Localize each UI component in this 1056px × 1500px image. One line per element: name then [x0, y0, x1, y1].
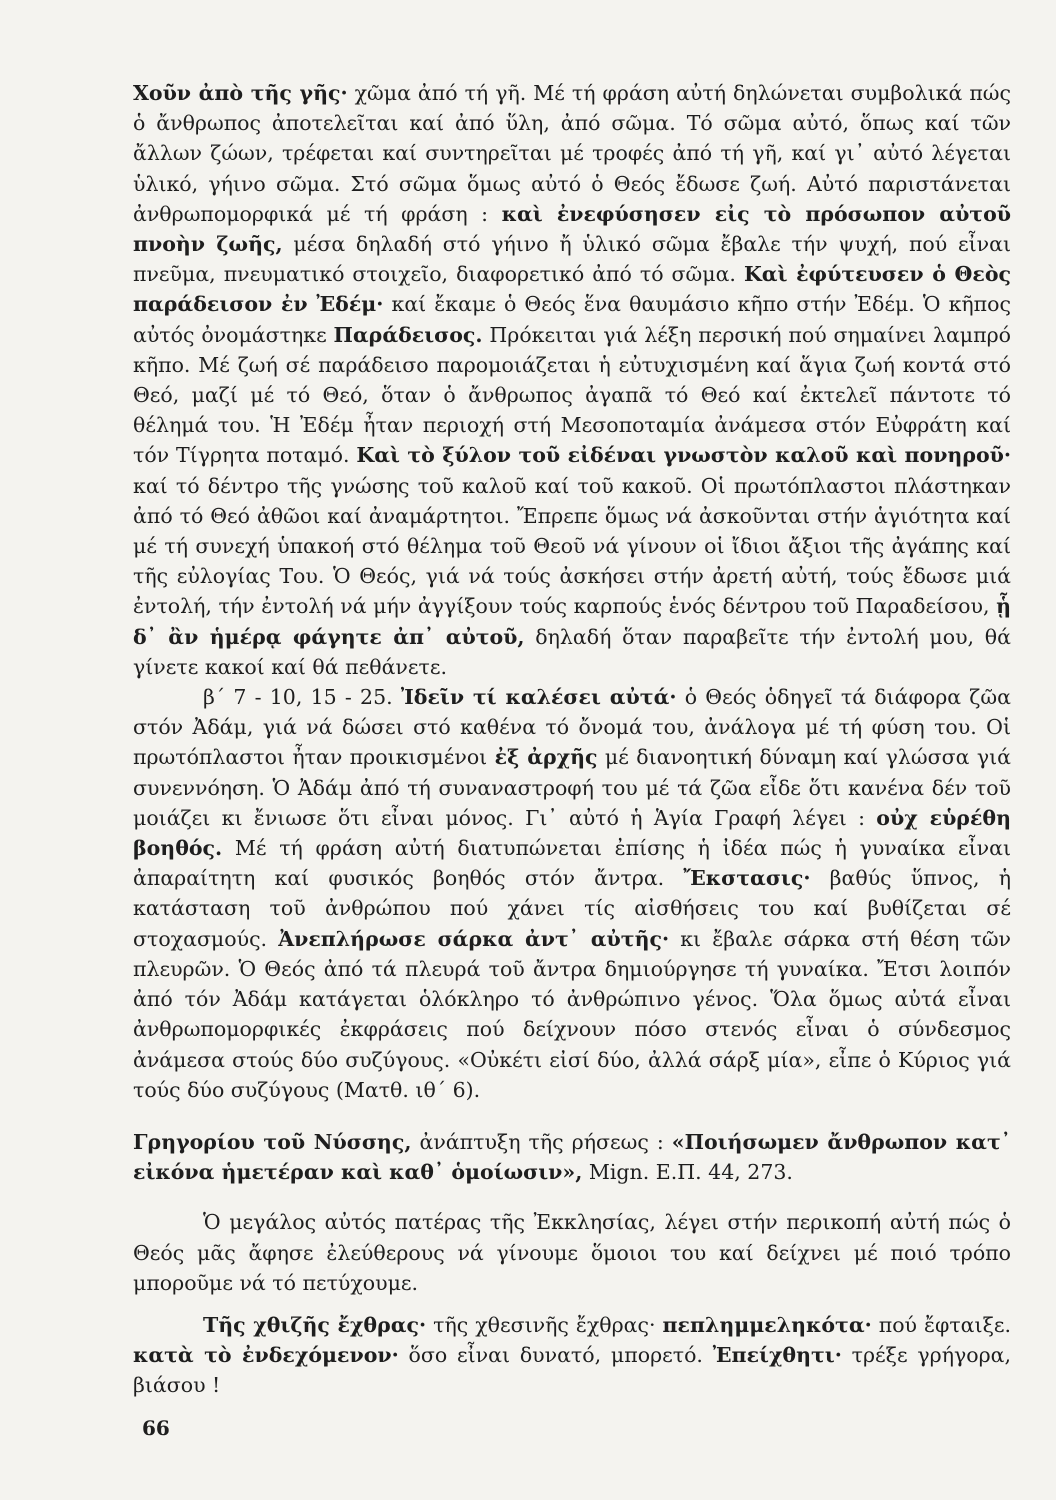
- bold-term: Χοῦν ἀπὸ τῆς γῆς·: [133, 81, 348, 105]
- bold-term: Ἀνεπλήρωσε σάρκα ἀντ᾿ αὐτῆς·: [278, 926, 670, 951]
- text-run: καί τό δέντρο τῆς γνώσης τοῦ καλοῦ καί τοῦ κακοῦ. Οἱ πρωτόπλαστοι πλάστηκαν ἀπό τό Θεό ἀθῶοι καί ἀναμάρτητοι. Ἔπρεπε ὅμως νά ἀσκοῦνται στήν ἁγιότητα καί μέ τή συνεχή ὑπακοή στό θέλημα τοῦ Θεοῦ νά γίνουν οἱ ἴδιοι ἄξιοι τῆς ἀγάπης καί τῆς εὐλογίας Του. Ὁ Θεός, γιά νά τούς ἀσκήσει στήν ἀρετή αὐτή, τούς ἔδωσε μιά ἐντολή, τήν ἐντολή νά μήν ἀγγίξουν τούς καρπούς ἑνός δέντρου τοῦ Παραδείσου,: [133, 473, 1011, 619]
- glossary-paragraph: [133, 1310, 1011, 1401]
- text-run: δηλαδή ὅταν παραβεῖτε τήν ἐντολή μου, θά γίνετε κακοί καί θά πεθάνετε.: [133, 624, 1011, 679]
- text-run: Ὁ μεγάλος αὐτός πατέρας τῆς Ἐκκλησίας, λέγει στήν περικοπή αὐτή πώς ὁ Θεός μᾶς ἄφησε ἐλεύθερους νά γίνουμε ὅμοιοι του καί δείχνει μέ ποιό τρόπο μποροῦμε νά τό πετύχουμε.: [133, 1210, 1011, 1295]
- text-run: τρέξε γρήγορα, βιάσου !: [133, 1343, 1011, 1398]
- text-run: ὅσο εἶναι δυνατό, μπορετό.: [398, 1343, 713, 1368]
- commentary-paragraph-2: [133, 682, 1011, 1105]
- text-run: Mign. Ε.Π. 44, 273.: [582, 1160, 793, 1185]
- text-run: χῶμα ἀπό τή γῆ. Μέ τή φράση αὐτή δηλώνεται συμβολικά πώς ὁ ἄνθρωπος ἀποτελεῖται καί ἀπό ὕλη, ἀπό σῶμα. Τό σῶμα αὐτό, ὅπως καί τῶν ἄλλων ζώων, τρέφεται καί συντηρεῖται μέ τροφές ἀπό τή γῆ, καί γι᾿ αὐτό λέγεται ὑλικό, γήινο σῶμα. Στό σῶμα ὅμως αὐτό ὁ Θεός ἔδωσε ζωή. Αὐτό παριστάνεται ἀνθρωπομορφικά μέ τή φράση :: [133, 81, 1011, 226]
- bold-term: Παράδεισος.: [333, 322, 483, 347]
- bold-term: πεπλημμεληκότα·: [662, 1312, 872, 1337]
- text-run: κι ἔβαλε σάρκα στή θέση τῶν πλευρῶν. Ὁ Θεός ἀπό τά πλευρά τοῦ ἄντρα δημιούργησε τή γυναίκα. Ἔτσι λοιπόν ἀπό τόν Ἀδάμ κατάγεται ὁλόκληρο τό ἀνθρώπινο γένος. Ὅλα ὅμως αὐτά εἶναι ἀνθρωπομορφικές ἐκφράσεις πού δείχνουν πόσο στενός εἶναι ὁ σύνδεσμος ἀνάμεσα στούς δύο συζύγους. «Οὐκέτι εἰσί δύο, ἀλλά σάρξ μία», εἶπε ὁ Κύριος γιά τούς δύο συζύγους (Ματθ. ιθ΄ 6).: [133, 926, 1011, 1102]
- bold-term: Γρηγορίου τοῦ Νύσσης,: [133, 1129, 412, 1154]
- text-run: πού ἔφταιξε.: [871, 1312, 1011, 1337]
- text-run: Πρόκειται γιά λέξη περσική πού σημαίνει λαμπρό κῆπο. Μέ ζωή σέ παράδεισο παρομοιάζεται ἡ εὐτυχισμένη καί ἅγια ζωή κοντά στό Θεό, μαζί μέ τό Θεό, ὅταν ὁ ἄνθρωπος ἀγαπᾶ τό Θεό καί ἐκτελεῖ πάντοτε τό θέλημά του. Ἡ Ἐδέμ ἦταν περιοχή στή Μεσοποταμία ἀνάμεσα στόν Εὐφράτη καί τόν Τίγρητα ποταμό.: [133, 322, 1011, 468]
- text-run: μέ διανοητική δύναμη καί γλώσσα γιά συνεννόηση. Ὁ Ἀδάμ ἀπό τή συναναστροφή του μέ τά ζῶα εἶδε ὅτι κανένα δέν τοῦ μοιάζει κι ἔνιωσε ὅτι εἶναι μόνος. Γι᾿ αὐτό ἡ Ἁγία Γραφή λέγει :: [133, 745, 1011, 830]
- bold-term: καὶ ἐνεφύσησεν εἰς τὸ πρόσωπον αὐτοῦ πνοὴν ζωῆς,: [133, 201, 1011, 257]
- text-run: βαθύς ὕπνος, ἡ κατάσταση τοῦ ἀνθρώπου πού χάνει τίς αἰσθήσεις του καί βυθίζεται σέ στοχασμούς.: [133, 866, 1011, 951]
- text-run: μέσα δηλαδή στό γήινο ἤ ὑλικό σῶμα ἔβαλε τήν ψυχή, πού εἶναι πνεῦμα, πνευματικό στοιχεῖο, διαφορετικό ἀπό τό σῶμα.: [133, 232, 1011, 287]
- bold-term: κατὰ τὸ ἐνδεχόμενον·: [133, 1343, 399, 1368]
- text-run: β΄ 7 - 10, 15 - 25.: [203, 685, 401, 710]
- text-run: ἀνάπτυξη τῆς ρήσεως :: [411, 1129, 672, 1154]
- bold-term: ᾗ δ᾿ ἂν ἡμέρᾳ φάγητε ἀπ᾿ αὐτοῦ,: [133, 594, 1011, 649]
- text-run: ὁ Θεός ὁδηγεῖ τά διάφορα ζῶα στόν Ἀδάμ, γιά νά δώσει στό καθένα τό ὄνομά του, ἀνάλογα μέ τή φύση του. Οἱ πρωτόπλαστοι ἦταν προικισμένοι: [133, 685, 1011, 770]
- bold-term: Ἐπείχθητι·: [712, 1343, 842, 1368]
- bold-term: Ἔκστασις·: [683, 866, 811, 891]
- commentary-paragraph-3: [133, 1207, 1011, 1298]
- bold-term: Ἰδεῖν τί καλέσει αὐτά·: [400, 685, 677, 710]
- commentary-paragraph-1: [133, 78, 1011, 682]
- text-run: Μέ τή φράση αὐτή διατυπώνεται ἐπίσης ἡ ἰδέα πώς ἡ γυναίκα εἶναι ἀπαραίτητη καί φυσικός βοηθός στόν ἄντρα.: [133, 836, 1011, 891]
- text-run: καί ἔκαμε ὁ Θεός ἕνα θαυμάσιο κῆπο στήν Ἐδέμ. Ὁ κῆπος αὐτός ὀνομάστηκε: [133, 292, 1011, 347]
- bold-term: «Ποιήσωμεν ἄνθρωπον κατ᾿ εἰκόνα ἡμετέραν καὶ καθ᾿ ὁμοίωσιν»,: [133, 1129, 1011, 1185]
- text-run: τῆς χθεσινῆς ἔχθρας·: [426, 1312, 663, 1337]
- page-body: [133, 78, 1011, 1401]
- bold-term: Τῆς χθιζῆς ἔχθρας·: [203, 1312, 427, 1337]
- page-number: 66: [142, 1416, 170, 1440]
- bold-term: ἐξ ἀρχῆς: [494, 745, 598, 770]
- bold-term: οὐχ εὑρέθη βοηθός.: [133, 805, 1011, 861]
- bold-term: Καὶ ἐφύτευσεν ὁ Θεὸς παράδεισον ἐν Ἐδέμ·: [133, 262, 1011, 317]
- bold-term: Καὶ τὸ ξύλον τοῦ εἰδέναι γνωστὸν καλοῦ καὶ πονηροῦ·: [356, 443, 1011, 468]
- source-reference: [133, 1127, 1011, 1187]
